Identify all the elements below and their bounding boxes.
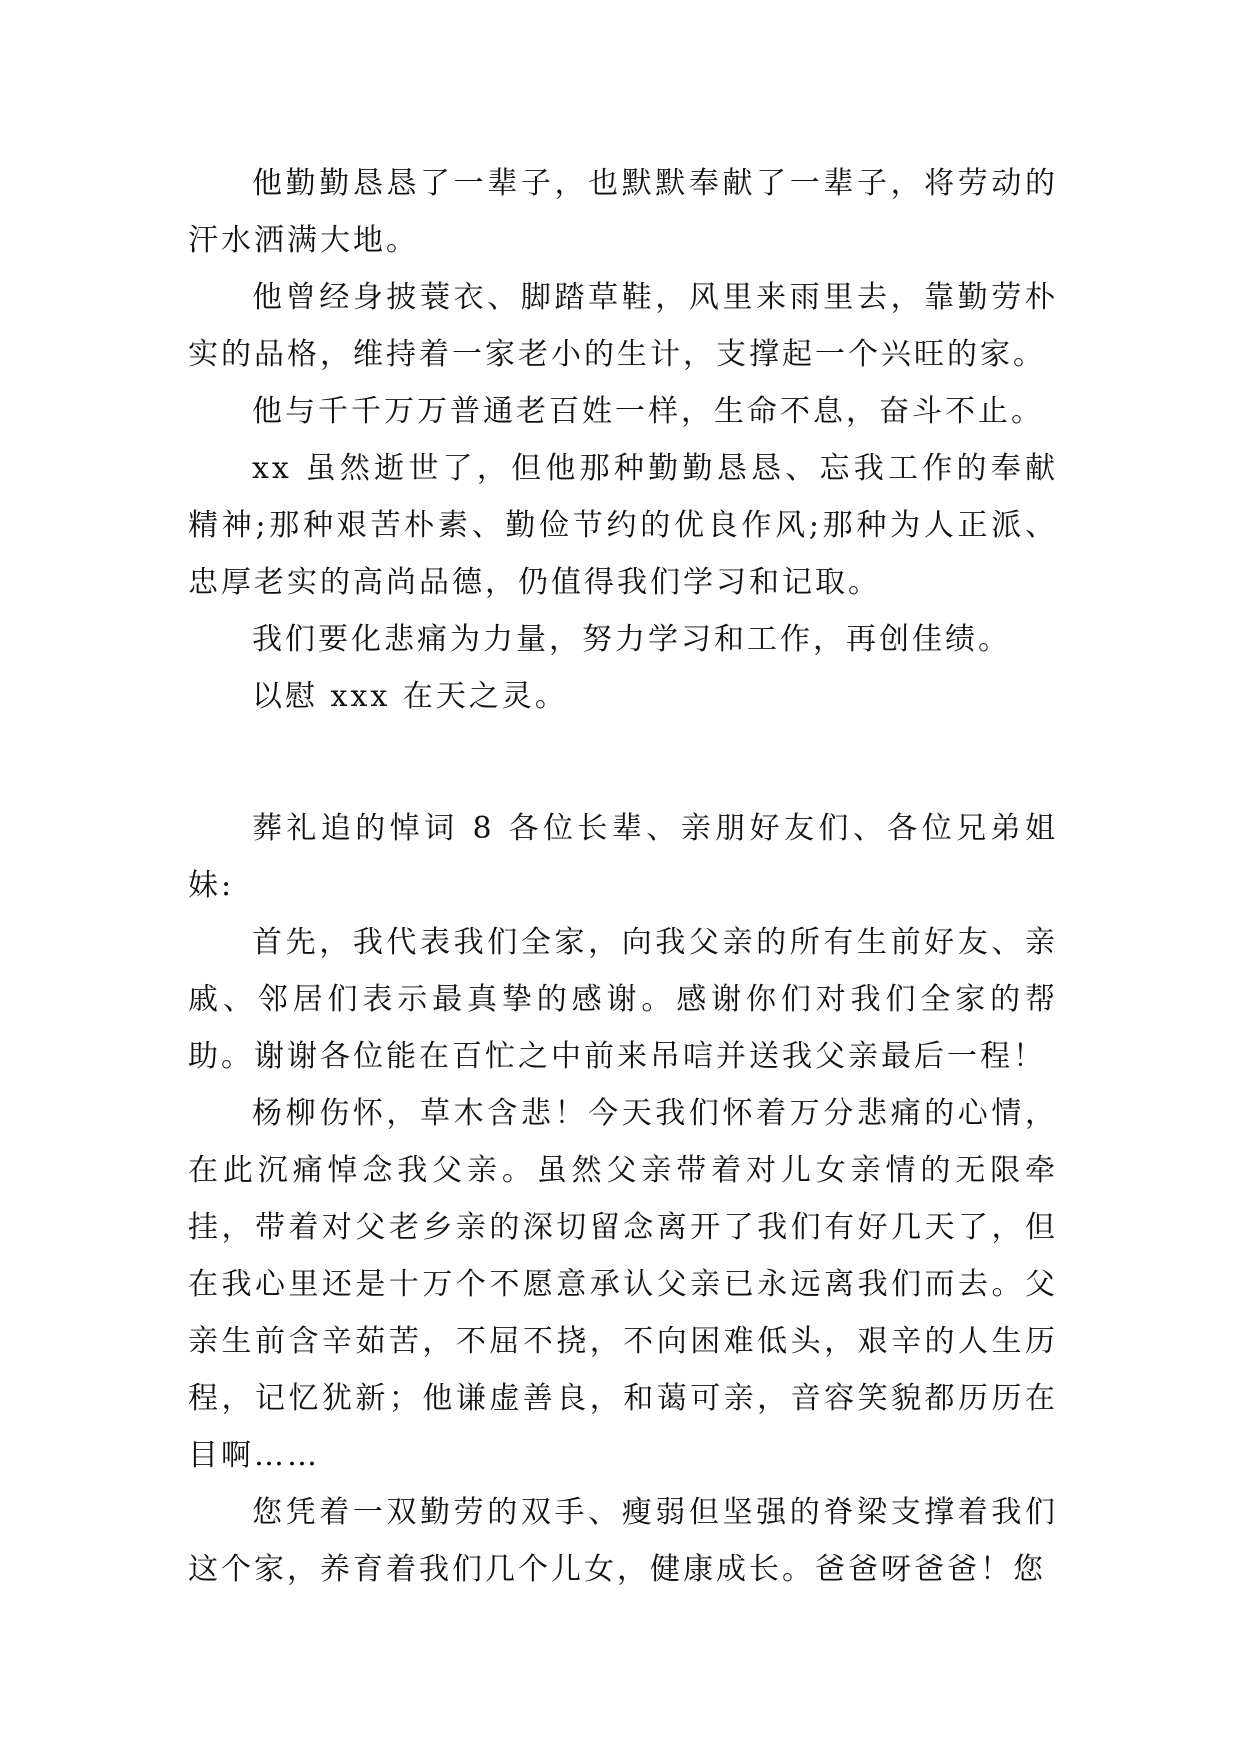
paragraph: 首先，我代表我们全家，向我父亲的所有生前好友、亲戚、邻居们表示最真挚的感谢。感谢你们对我们全家的帮助。谢谢各位能在百忙之中前来吊唁并送我父亲最后一程！ <box>188 925 1058 1074</box>
section-eulogy-8 <box>188 800 1058 1598</box>
paragraph: 杨柳伤怀，草木含悲！今天我们怀着万分悲痛的心情，在此沉痛悼念我父亲。虽然父亲带着对儿女亲情的无限牵挂，带着对父老乡亲的深切留念离开了我们有好几天了，但在我心里还是十万个不愿意承认父亲已永远离我们而去。父亲生前含辛茹苦，不屈不挠，不向困难低头，艰辛的人生历程，记忆犹新；他谦虚善良，和蔼可亲，音容笑貌都历历在目啊…… <box>188 1096 1058 1473</box>
paragraph: 我们要化悲痛为力量，努力学习和工作，再创佳绩。 <box>252 622 1011 657</box>
paragraph: 他曾经身披蓑衣、脚踏草鞋，风里来雨里去，靠勤劳朴实的品格，维持着一家老小的生计，支撑起一个兴旺的家。 <box>188 280 1058 372</box>
section-eulogy-part-1 <box>188 155 1058 725</box>
paragraph: xx 虽然逝世了，但他那种勤勤恳恳、忘我工作的奉献精神;那种艰苦朴素、勤俭节约的优良作风;那种为人正派、忠厚老实的高尚品德，仍值得我们学习和记取。 <box>188 451 1058 600</box>
paragraph: 他勤勤恳恳了一辈子，也默默奉献了一辈子，将劳动的汗水洒满大地。 <box>188 166 1058 258</box>
paragraph: 以慰 xxx 在天之灵。 <box>252 679 568 714</box>
paragraph: 他与千千万万普通老百姓一样，生命不息，奋斗不止。 <box>252 394 1044 429</box>
section-heading: 葬礼追的悼词 8 各位长辈、亲朋好友们、各位兄弟姐妹: <box>188 811 1058 903</box>
paragraph: 您凭着一双勤劳的双手、瘦弱但坚强的脊梁支撑着我们这个家，养育着我们几个儿女，健康成长。爸爸呀爸爸！您 <box>188 1495 1058 1587</box>
